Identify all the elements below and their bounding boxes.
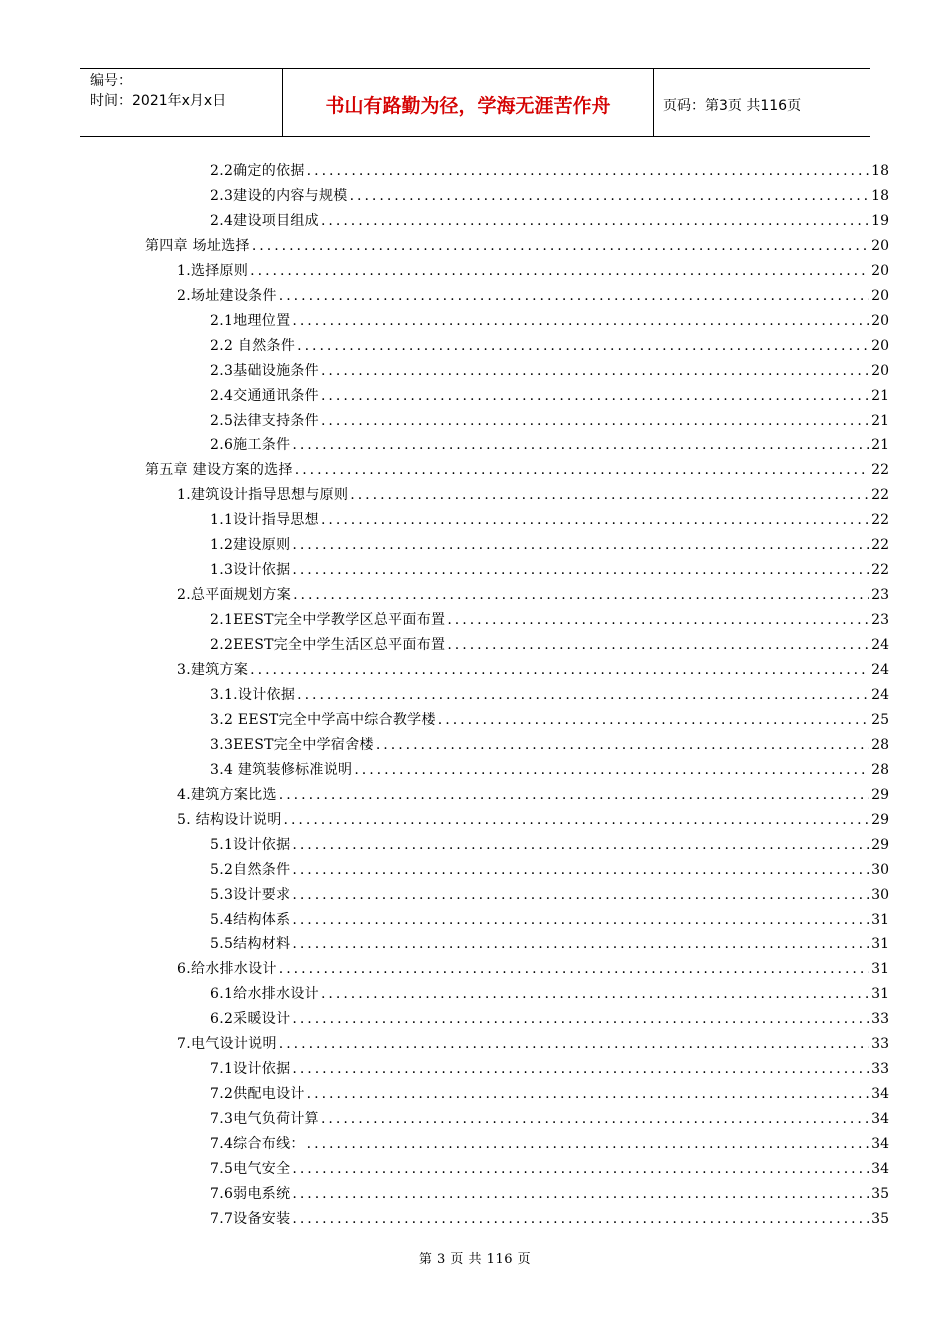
toc-entry[interactable] [210, 708, 889, 733]
toc-entry-title: 4.建筑方案比选 [177, 786, 277, 803]
toc-dot-leader [292, 433, 869, 458]
toc-entry-page: 20 [871, 362, 889, 379]
toc-entry[interactable] [210, 159, 889, 184]
toc-entry-title: 第四章 场址选择 [145, 237, 250, 254]
toc-entry[interactable] [210, 1057, 889, 1082]
toc-entry-page: 33 [871, 1011, 889, 1028]
toc-entry-title: 7.电气设计说明 [177, 1036, 277, 1053]
toc-entry[interactable] [210, 533, 889, 558]
toc-entry-title: 7.5电气安全 [210, 1161, 291, 1177]
toc-dot-leader [297, 683, 869, 708]
toc-entry-page: 30 [871, 861, 889, 878]
toc-entry-page: 20 [871, 287, 889, 304]
toc-dot-leader [250, 658, 869, 683]
toc-entry[interactable] [210, 1132, 889, 1157]
page-footer: 第 3 页 共 116 页 [418, 1252, 532, 1267]
toc-entry-page: 30 [871, 886, 889, 903]
toc-dot-leader [293, 583, 869, 608]
toc-entry-page: 33 [871, 1061, 889, 1078]
toc-entry[interactable] [210, 359, 889, 384]
toc-entry-title: 5.3设计要求 [210, 886, 291, 903]
toc-entry-title: 2.3基础设施条件 [210, 362, 319, 379]
toc-entry-page: 21 [871, 387, 889, 404]
toc-entry-title: 2.3建设的内容与规模 [210, 187, 348, 204]
toc-dot-leader [297, 334, 869, 359]
toc-entry[interactable] [210, 1182, 889, 1207]
toc-entry-page: 20 [871, 237, 889, 254]
toc-entry-page: 29 [871, 786, 889, 803]
toc-dot-leader [307, 159, 870, 184]
toc-dot-leader [292, 1157, 869, 1182]
toc-entry[interactable] [145, 234, 889, 259]
toc-entry-title: 5. 结构设计说明 [177, 811, 282, 828]
toc-entry-page: 22 [871, 512, 889, 529]
toc-entry-page: 22 [871, 487, 889, 504]
header-motto: 书山有路勤为径，学海无涯苦作舟 [325, 95, 611, 117]
toc-entry-title: 5.1设计依据 [210, 836, 291, 853]
toc-entry-title: 7.3电气负荷计算 [210, 1111, 319, 1128]
toc-dot-leader [321, 982, 869, 1007]
toc-dot-leader [438, 708, 869, 733]
toc-dot-leader [292, 932, 869, 957]
toc-entry-title: 3.4 建筑装修标准说明 [210, 761, 353, 778]
toc-entry-title: 5.2自然条件 [210, 861, 291, 878]
toc-entry-page: 34 [871, 1161, 889, 1177]
page-header [80, 68, 870, 137]
toc-dot-leader [292, 908, 869, 933]
toc-entry[interactable] [210, 1082, 889, 1107]
toc-dot-leader [321, 209, 869, 234]
toc-entry-title: 2.总平面规划方案 [177, 587, 292, 604]
toc-entry[interactable] [210, 633, 889, 658]
toc-dot-leader [307, 1082, 870, 1107]
toc-entry-page: 22 [871, 562, 889, 579]
toc-entry-title: 2.2EEST完全中学生活区总平面布置 [210, 637, 446, 654]
toc-dot-leader [447, 633, 869, 658]
toc-entry[interactable] [177, 483, 889, 508]
toc-entry[interactable] [145, 458, 889, 483]
toc-dot-leader [321, 1107, 869, 1132]
toc-dot-leader [447, 608, 869, 633]
toc-entry-page: 31 [871, 911, 889, 928]
toc-entry-page: 29 [871, 811, 889, 828]
document-number-label: 编号： [90, 73, 132, 89]
header-divider [653, 69, 654, 136]
toc-entry-title: 第五章 建设方案的选择 [145, 462, 293, 479]
toc-entry-page: 19 [871, 212, 889, 229]
toc-entry-page: 35 [871, 1185, 889, 1202]
toc-entry[interactable] [210, 1157, 889, 1182]
toc-dot-leader [292, 558, 869, 583]
toc-dot-leader [350, 483, 869, 508]
toc-entry-page: 18 [871, 163, 889, 179]
toc-entry-page: 20 [871, 262, 889, 279]
toc-dot-leader [321, 508, 869, 533]
toc-dot-leader [295, 458, 869, 483]
toc-entry-title: 2.场址建设条件 [177, 287, 277, 304]
toc-entry[interactable] [177, 957, 889, 982]
toc-entry-title: 1.3设计依据 [210, 562, 291, 579]
toc-entry-title: 5.5结构材料 [210, 936, 291, 953]
toc-entry[interactable] [177, 1032, 889, 1057]
toc-entry-page: 24 [871, 662, 889, 678]
toc-entry[interactable] [210, 858, 889, 883]
toc-dot-leader [279, 284, 869, 309]
toc-dot-leader [292, 1207, 869, 1232]
toc-entry[interactable] [210, 184, 889, 209]
toc-entry[interactable] [210, 334, 889, 359]
toc-dot-leader [292, 1182, 869, 1207]
toc-entry[interactable] [210, 409, 889, 434]
toc-dot-leader [376, 733, 869, 758]
toc-entry[interactable] [210, 883, 889, 908]
toc-entry-title: 7.4综合布线： [210, 1136, 305, 1153]
toc-entry[interactable] [210, 1207, 889, 1232]
toc-entry[interactable] [177, 783, 889, 808]
toc-entry-page: 33 [871, 1036, 889, 1053]
toc-entry[interactable] [210, 733, 889, 758]
toc-entry-page: 31 [871, 961, 889, 978]
toc-entry[interactable] [210, 508, 889, 533]
toc-entry-page: 34 [871, 1111, 889, 1128]
header-page-number: 页码：第3页 共116页 [663, 98, 802, 114]
toc-entry-title: 2.1地理位置 [210, 312, 291, 329]
toc-entry-title: 2.4建设项目组成 [210, 212, 319, 229]
toc-dot-leader [354, 758, 869, 783]
toc-dot-leader [292, 309, 869, 334]
toc-entry-page: 34 [871, 1086, 889, 1103]
toc-dot-leader [284, 808, 870, 833]
toc-entry-title: 2.2 自然条件 [210, 337, 296, 354]
toc-entry-title: 1.2建设原则 [210, 537, 291, 554]
toc-entry-page: 24 [871, 686, 889, 703]
toc-entry-page: 28 [871, 736, 889, 753]
document-date: 时间：2021年x月x日 [90, 93, 227, 109]
toc-entry-page: 34 [871, 1136, 889, 1153]
toc-entry-page: 22 [871, 537, 889, 554]
toc-dot-leader [279, 957, 869, 982]
toc-entry-title: 6.2采暖设计 [210, 1011, 291, 1028]
toc-entry-title: 3.3EEST完全中学宿舍楼 [210, 736, 374, 753]
toc-dot-leader [250, 259, 869, 284]
toc-entry-title: 2.6施工条件 [210, 437, 291, 454]
toc-entry[interactable] [210, 982, 889, 1007]
toc-dot-leader [279, 1032, 869, 1057]
toc-entry-title: 7.1设计依据 [210, 1061, 291, 1078]
toc-entry-title: 3.2 EEST完全中学高中综合教学楼 [210, 711, 436, 728]
toc-entry-title: 2.1EEST完全中学教学区总平面布置 [210, 612, 446, 629]
toc-entry[interactable] [210, 683, 889, 708]
toc-dot-leader [292, 833, 869, 858]
toc-entry-title: 6.给水排水设计 [177, 961, 277, 978]
toc-entry-page: 22 [871, 462, 889, 479]
toc-entry-page: 21 [871, 437, 889, 454]
toc-entry-page: 23 [871, 587, 889, 604]
toc-entry[interactable] [210, 908, 889, 933]
toc-dot-leader [292, 1007, 869, 1032]
toc-entry-page: 29 [871, 836, 889, 853]
toc-entry-title: 1.1设计指导思想 [210, 512, 319, 529]
toc-dot-leader [292, 1057, 869, 1082]
toc-entry-page: 35 [871, 1210, 889, 1227]
toc-entry-page: 31 [871, 986, 889, 1003]
toc-entry[interactable] [177, 284, 889, 309]
toc-dot-leader [307, 1132, 870, 1157]
toc-entry[interactable] [210, 758, 889, 783]
toc-dot-leader [321, 409, 869, 434]
toc-dot-leader [292, 533, 869, 558]
toc-entry[interactable] [210, 384, 889, 409]
toc-entry[interactable] [177, 808, 889, 833]
toc-dot-leader [292, 883, 869, 908]
toc-entry[interactable] [210, 433, 889, 458]
toc-entry-page: 20 [871, 337, 889, 354]
toc-dot-leader [350, 184, 870, 209]
toc-entry[interactable] [177, 259, 889, 284]
toc-entry[interactable] [210, 1007, 889, 1032]
toc-dot-leader [321, 359, 869, 384]
toc-entry-page: 28 [871, 761, 889, 778]
toc-entry[interactable] [177, 658, 889, 683]
toc-entry[interactable] [210, 309, 889, 334]
toc-entry[interactable] [210, 833, 889, 858]
toc-entry[interactable] [210, 932, 889, 957]
toc-entry[interactable] [210, 558, 889, 583]
toc-entry-page: 21 [871, 412, 889, 429]
toc-entry-title: 1.建筑设计指导思想与原则 [177, 487, 349, 504]
toc-entry-title: 1.选择原则 [177, 262, 249, 279]
header-left-cell [90, 71, 226, 111]
toc-entry-title: 3.1.设计依据 [210, 686, 296, 703]
toc-entry-title: 2.5法律支持条件 [210, 412, 319, 429]
toc-entry-title: 2.4交通通讯条件 [210, 387, 319, 404]
toc-entry-title: 7.7设备安装 [210, 1210, 291, 1227]
toc-entry-title: 5.4结构体系 [210, 911, 291, 928]
toc-entry-page: 18 [871, 187, 889, 204]
toc-dot-leader [252, 234, 869, 259]
toc-entry-title: 6.1给水排水设计 [210, 986, 319, 1003]
toc-entry-title: 7.2供配电设计 [210, 1086, 305, 1103]
toc-entry-title: 7.6弱电系统 [210, 1185, 291, 1202]
toc-entry-page: 20 [871, 312, 889, 329]
toc-entry[interactable] [210, 1107, 889, 1132]
toc-entry[interactable] [210, 608, 889, 633]
toc-dot-leader [279, 783, 869, 808]
toc-entry-page: 31 [871, 936, 889, 953]
toc-entry-title: 3.建筑方案 [177, 662, 249, 678]
toc-entry-page: 23 [871, 612, 889, 629]
toc-entry-title: 2.2确定的依据 [210, 163, 305, 179]
toc-dot-leader [321, 384, 869, 409]
toc-entry-page: 24 [871, 637, 889, 654]
toc-entry[interactable] [177, 583, 889, 608]
toc-entry[interactable] [210, 209, 889, 234]
toc-dot-leader [292, 858, 869, 883]
toc-entry-page: 25 [871, 711, 889, 728]
